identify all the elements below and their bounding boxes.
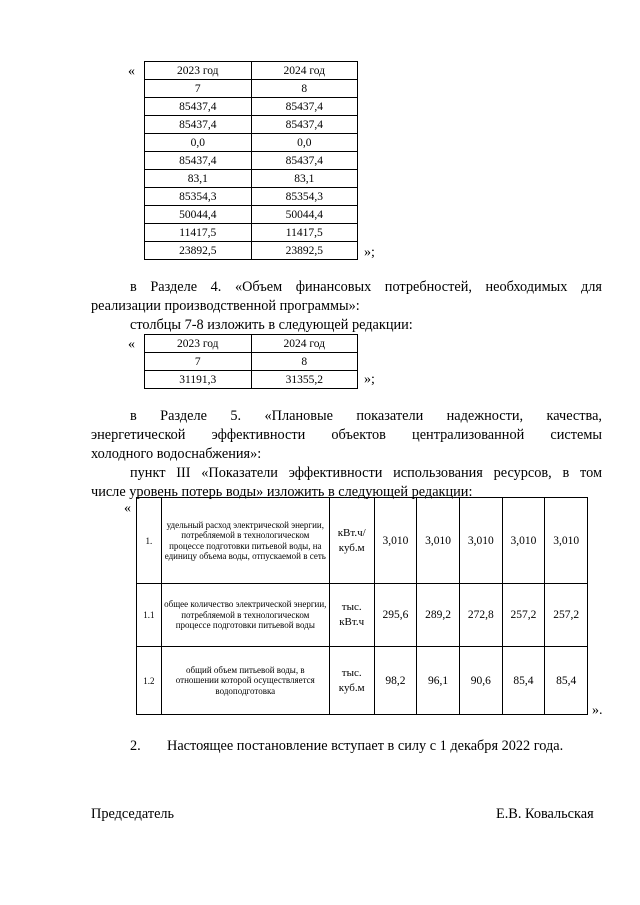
table3-value-cell: 85,4 — [502, 647, 545, 715]
table2 — [144, 334, 358, 389]
table3-row-unit: тыс. куб.м — [329, 647, 374, 715]
item2-text: Настоящее постановление вступает в силу с 1 декабря 2022 года. — [167, 738, 564, 754]
table1-cell: 0,0 — [145, 134, 252, 152]
signature-title: Председатель — [91, 806, 175, 822]
table3-body — [137, 498, 588, 715]
table2-cell: 7 — [145, 353, 252, 371]
para2-line3: холодного водоснабжения»: — [91, 446, 262, 462]
table2-header-cell: 2023 год — [145, 335, 252, 353]
table1-cell: 83,1 — [251, 170, 358, 188]
table1-cell: 7 — [145, 80, 252, 98]
table1-cell: 50044,4 — [251, 206, 358, 224]
table1-cell: 23892,5 — [145, 242, 252, 260]
table3-value-cell: 3,010 — [374, 498, 417, 584]
table3-row-unit: кВт.ч/ куб.м — [329, 498, 374, 584]
table3-row — [137, 584, 588, 647]
table3-value-cell: 272,8 — [459, 584, 502, 647]
table3-row-description: общее количество электрической энергии, потребляемой в технологическом процессе подготовки питьевой воды — [161, 584, 329, 647]
table3-value-cell: 3,010 — [417, 498, 460, 584]
table3-open-quote: « — [124, 501, 131, 516]
para2-line4: пункт III «Показатели эффективности использования ресурсов, в том — [130, 465, 602, 481]
table2-cell: 8 — [251, 353, 358, 371]
table1-row — [145, 134, 358, 152]
table1-cell: 83,1 — [145, 170, 252, 188]
table3-value-cell: 3,010 — [459, 498, 502, 584]
table1-row — [145, 224, 358, 242]
table1-cell: 85437,4 — [145, 98, 252, 116]
para1-line1: в Разделе 4. «Объем финансовых потребностей, необходимых для — [130, 279, 602, 295]
table1-cell: 85437,4 — [251, 98, 358, 116]
table3-value-cell: 98,2 — [374, 647, 417, 715]
item2-number: 2. — [130, 738, 141, 754]
table3-value-cell: 90,6 — [459, 647, 502, 715]
table1-cell: 85354,3 — [251, 188, 358, 206]
table1-body — [145, 62, 358, 260]
table1-cell: 11417,5 — [145, 224, 252, 242]
table1-cell: 85437,4 — [145, 152, 252, 170]
table2-open-quote: « — [128, 337, 135, 352]
table2-header-cell: 2024 год — [251, 335, 358, 353]
table1-cell: 0,0 — [251, 134, 358, 152]
para2-line1: в Разделе 5. «Плановые показатели надежности, качества, — [130, 408, 602, 424]
table1-row — [145, 152, 358, 170]
table2-header-row — [145, 335, 358, 353]
table3-value-cell: 257,2 — [545, 584, 588, 647]
table3-row-number: 1. — [137, 498, 162, 584]
table3-value-cell: 3,010 — [545, 498, 588, 584]
signature-name: Е.В. Ковальская — [496, 806, 594, 822]
table1-cell: 11417,5 — [251, 224, 358, 242]
table1-row — [145, 188, 358, 206]
para1-line2: реализации производственной программы»: — [91, 298, 360, 314]
table1-cell: 85437,4 — [251, 152, 358, 170]
table1-cell: 23892,5 — [251, 242, 358, 260]
table1-cell: 85437,4 — [251, 116, 358, 134]
table1-row — [145, 116, 358, 134]
table3-row-description: удельный расход электрической энергии, потребляемой в технологическом процессе подготовки питьевой воды, на единицу объема воды, отпускаемой в сеть — [161, 498, 329, 584]
table1-row — [145, 170, 358, 188]
table1-cell: 8 — [251, 80, 358, 98]
table1-open-quote: « — [128, 64, 135, 79]
table1-header-row — [145, 62, 358, 80]
table1-row — [145, 206, 358, 224]
table3-row — [137, 498, 588, 584]
table3-value-cell: 257,2 — [502, 584, 545, 647]
table3-row-unit: тыс. кВт.ч — [329, 584, 374, 647]
table1-row — [145, 98, 358, 116]
table1-header-cell: 2024 год — [251, 62, 358, 80]
table3-row-description: общий объем питьевой воды, в отношении которой осуществляется водоподготовка — [161, 647, 329, 715]
table2-row — [145, 353, 358, 371]
table3-value-cell: 289,2 — [417, 584, 460, 647]
table1-close-quote: »; — [364, 245, 375, 260]
table3-row-number: 1.2 — [137, 647, 162, 715]
table3-value-cell: 85,4 — [545, 647, 588, 715]
table1-cell: 85437,4 — [145, 116, 252, 134]
table2-row — [145, 371, 358, 389]
table3-row — [137, 647, 588, 715]
table2-body — [145, 335, 358, 389]
table3-value-cell: 96,1 — [417, 647, 460, 715]
table3-value-cell: 3,010 — [502, 498, 545, 584]
table3-close-quote: ». — [592, 703, 603, 718]
table1-header-cell: 2023 год — [145, 62, 252, 80]
para1-line3: столбцы 7-8 изложить в следующей редакции: — [130, 317, 413, 333]
para2-line5: числе уровень потерь воды» изложить в следующей редакции: — [91, 484, 473, 500]
table1 — [144, 61, 358, 260]
table1-row — [145, 242, 358, 260]
table3 — [136, 497, 588, 715]
table1-cell: 85354,3 — [145, 188, 252, 206]
para2-line2: энергетической эффективности объектов централизованной системы — [91, 427, 602, 443]
table2-cell: 31355,2 — [251, 371, 358, 389]
table2-cell: 31191,3 — [145, 371, 252, 389]
table3-value-cell: 295,6 — [374, 584, 417, 647]
table1-cell: 50044,4 — [145, 206, 252, 224]
table3-row-number: 1.1 — [137, 584, 162, 647]
table1-row — [145, 80, 358, 98]
table2-close-quote: »; — [364, 372, 375, 387]
